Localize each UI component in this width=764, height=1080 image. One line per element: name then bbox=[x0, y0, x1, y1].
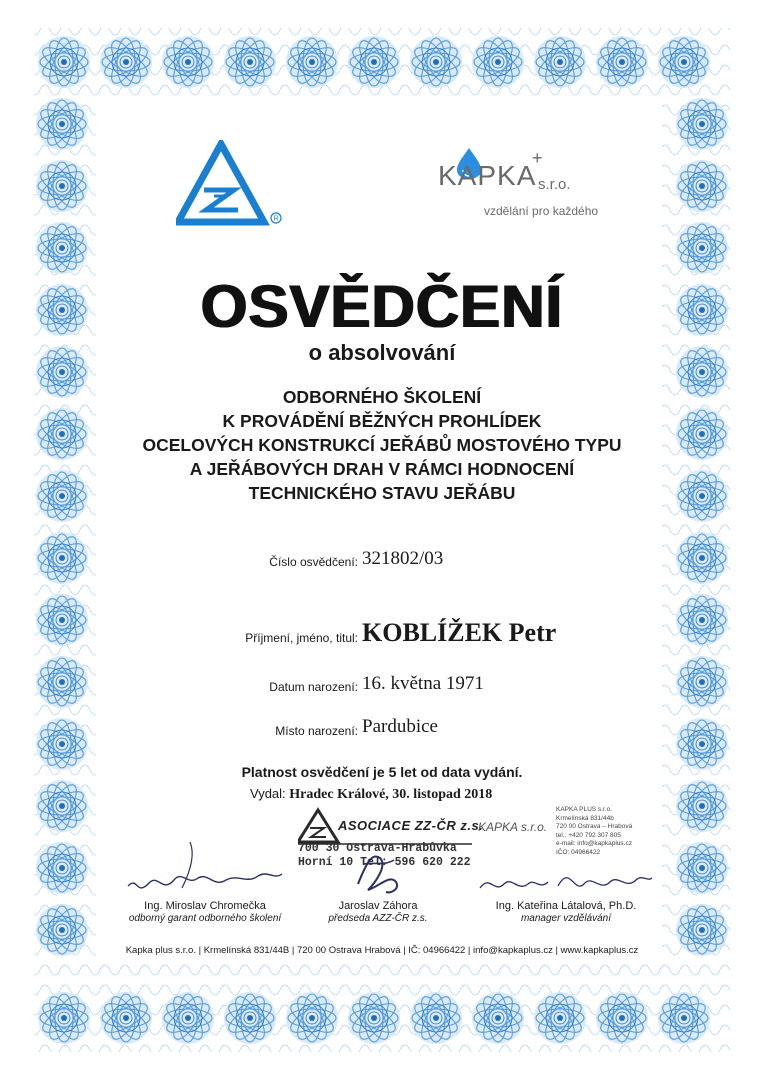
signatory-name: Ing. Kateřina Látalová, Ph.D. bbox=[495, 900, 637, 912]
kapka-stamp-line: 720 00 Ostrava – Hrabová bbox=[556, 823, 633, 830]
border-rosette bbox=[36, 532, 88, 584]
border-rosette bbox=[676, 656, 728, 708]
kapka-stamp-line: IČO: 04966422 bbox=[556, 848, 601, 856]
border-rosette bbox=[36, 594, 88, 646]
border-rosette bbox=[534, 36, 586, 88]
border-rosette bbox=[658, 36, 710, 88]
border-rosette bbox=[534, 992, 586, 1044]
signature-zahora bbox=[350, 844, 410, 898]
signatory-name: Ing. Miroslav Chromečka bbox=[144, 900, 266, 912]
course-line: K PROVÁDĚNÍ BĚŽNÝCH PROHLÍDEK bbox=[222, 411, 542, 431]
border-rosette bbox=[36, 842, 88, 894]
validity-note: Platnost osvědčení je 5 let od data vydání. bbox=[241, 764, 523, 780]
kapka-stamp-line: Krmelínská 831/44b bbox=[556, 814, 614, 822]
border-rosette bbox=[36, 718, 88, 770]
course-line: OCELOVÝCH KONSTRUKCÍ JEŘÁBŮ MOSTOVÉHO TYPU bbox=[142, 435, 622, 455]
issued-by bbox=[250, 786, 492, 803]
course-line: A JEŘÁBOVÝCH DRAH V RÁMCI HODNOCENÍ bbox=[189, 459, 575, 479]
border-rosette bbox=[36, 98, 88, 150]
svg-text:R: R bbox=[273, 215, 279, 223]
border-rosette bbox=[348, 992, 400, 1044]
signatory-name: Jaroslav Záhora bbox=[338, 900, 418, 912]
border-rosette bbox=[658, 992, 710, 1044]
border-rosette bbox=[38, 36, 90, 88]
border-rosette bbox=[676, 718, 728, 770]
signature-chromecka bbox=[118, 836, 288, 898]
certificate-number-label: Číslo osvědčení: bbox=[269, 555, 358, 569]
border-rosette bbox=[472, 992, 524, 1044]
border-rosette bbox=[676, 160, 728, 212]
certificate-subtitle: o absolvování bbox=[308, 340, 456, 365]
certificate-number: 321802/03 bbox=[362, 548, 444, 569]
issued-value: Hradec Králové, 30. listopad 2018 bbox=[289, 787, 493, 802]
border-rosette bbox=[676, 842, 728, 894]
stamp-line: Horní 10 Tel: 596 620 222 bbox=[298, 856, 471, 869]
border-rosette bbox=[410, 36, 462, 88]
holder-name: KOBLÍŽEK Petr bbox=[362, 618, 557, 647]
issued-label: Vydal: bbox=[250, 786, 286, 801]
kapka-plus: + bbox=[532, 148, 543, 168]
kapka-stamp-address bbox=[556, 806, 632, 857]
course-line: ODBORNÉHO ŠKOLENÍ bbox=[282, 387, 482, 407]
border-rosette bbox=[36, 780, 88, 832]
kapka-sro: s.r.o. bbox=[538, 176, 571, 193]
birth-date-label: Datum narození: bbox=[269, 680, 358, 694]
course-line: TECHNICKÉHO STAVU JEŘÁBU bbox=[248, 483, 516, 503]
border-rosette bbox=[36, 656, 88, 708]
border-rosette bbox=[596, 36, 648, 88]
signatory-role: předseda AZZ-ČR z.s. bbox=[328, 913, 428, 924]
certificate-title: OSVĚDČENÍ bbox=[200, 273, 564, 340]
border-rosette bbox=[286, 36, 338, 88]
border-rosette bbox=[472, 36, 524, 88]
footer-contact: Kapka plus s.r.o. | Krmelínská 831/44B | 720 00 Ostrava Hrabová | IČ: 04966422 | info@kapkaplus.cz | www.kapkaplus.cz bbox=[125, 945, 639, 956]
azz-logo bbox=[176, 140, 286, 230]
stamp-line: 700 30 Ostrava-Hrabůvka bbox=[298, 842, 457, 855]
stamp-title: ASOCIACE ZZ-ČR z.s. bbox=[338, 818, 484, 833]
birth-place: Pardubice bbox=[362, 716, 438, 737]
border-rosette bbox=[676, 594, 728, 646]
border-rosette bbox=[162, 36, 214, 88]
name-label: Příjmení, jméno, titul: bbox=[245, 631, 358, 645]
border-rosette bbox=[36, 160, 88, 212]
border-rosette bbox=[286, 992, 338, 1044]
course-title bbox=[0, 385, 764, 505]
border-rosette bbox=[36, 222, 88, 274]
kapka-stamp-line: e-mail: info@kapkaplus.cz bbox=[556, 840, 632, 847]
border-rosette bbox=[676, 98, 728, 150]
birth-place-label: Místo narození: bbox=[275, 724, 358, 738]
signatory-role: odborný garant odborného školení bbox=[128, 913, 282, 924]
signatory-role: manager vzdělávání bbox=[520, 913, 612, 924]
kapka-tagline: vzdělání pro každého bbox=[484, 204, 599, 218]
border-rosette bbox=[100, 36, 152, 88]
border-rosette bbox=[224, 992, 276, 1044]
border-rosette bbox=[410, 992, 462, 1044]
border-rosette bbox=[596, 992, 648, 1044]
kapka-stamp-line: tel.: +420 792 307 805 bbox=[556, 831, 621, 839]
border-rosette bbox=[162, 992, 214, 1044]
signature-latalova bbox=[476, 860, 656, 900]
kapka-stamp-line: KAPKA PLUS s.r.o. bbox=[556, 806, 612, 813]
border-rosette bbox=[224, 36, 276, 88]
kapka-stamp-brand: KAPKA s.r.o. bbox=[478, 820, 548, 834]
border-rosette bbox=[676, 780, 728, 832]
kapka-brand: KAPKA bbox=[438, 160, 537, 191]
border-rosette bbox=[676, 532, 728, 584]
border-rosette bbox=[348, 36, 400, 88]
border-rosette bbox=[100, 992, 152, 1044]
border-rosette bbox=[676, 222, 728, 274]
birth-date: 16. května 1971 bbox=[362, 673, 484, 694]
border-rosette bbox=[38, 992, 90, 1044]
